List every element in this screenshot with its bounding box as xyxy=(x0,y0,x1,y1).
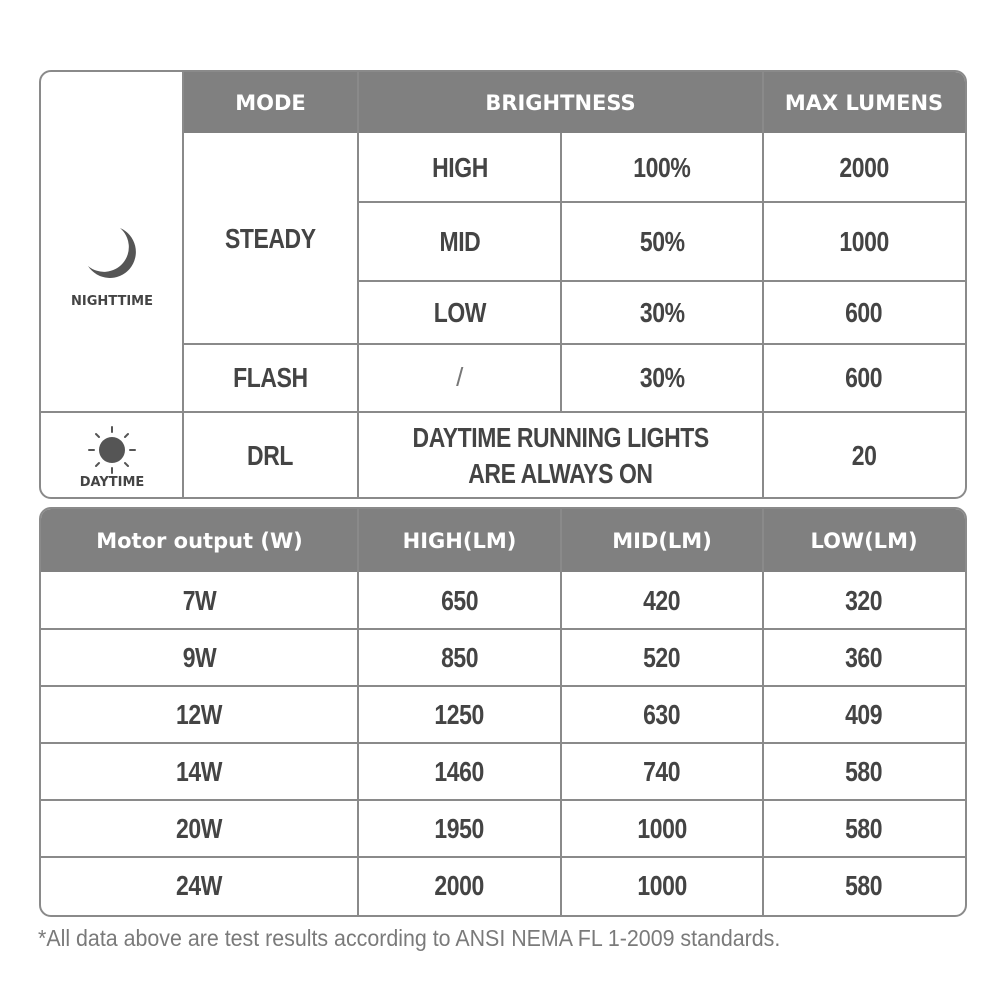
divider xyxy=(357,72,359,499)
divider xyxy=(183,343,965,345)
footnote: *All data above are test results according to ANSI NEMA FL 1-2009 standards. xyxy=(38,925,781,951)
header-motor-output: Motor output (W) xyxy=(41,509,358,572)
table-row-cell: 409 xyxy=(845,698,883,730)
divider xyxy=(182,72,184,499)
motor-output-table xyxy=(39,507,967,917)
flash-lumens: 600 xyxy=(845,361,883,393)
table-row-cell: 740 xyxy=(643,755,681,787)
divider xyxy=(762,509,764,915)
table-row-cell: 850 xyxy=(440,641,479,673)
table-row-cell: 360 xyxy=(845,641,883,673)
divider xyxy=(560,133,562,411)
divider xyxy=(41,799,965,801)
table-row-cell: 420 xyxy=(643,584,681,616)
table-row-cell: 1950 xyxy=(434,812,485,844)
steady-low-level: LOW xyxy=(433,296,486,328)
divider xyxy=(41,856,965,858)
mode-table xyxy=(39,70,967,499)
table-row-cell: 1000 xyxy=(637,812,687,844)
table-row-cell: 630 xyxy=(643,698,681,730)
table-row-cell: 580 xyxy=(845,812,883,844)
table-row-cell: 580 xyxy=(845,870,883,901)
table-row-cell: 9W xyxy=(182,641,217,673)
steady-mid-level: MID xyxy=(439,225,480,257)
table-row-cell: 1000 xyxy=(637,870,687,901)
steady-high-lumens: 2000 xyxy=(839,151,889,183)
drl-description: DAYTIME RUNNING LIGHTS ARE ALWAYS ON xyxy=(412,422,709,489)
divider xyxy=(41,628,965,630)
divider xyxy=(358,280,965,282)
table-row-cell: 20W xyxy=(176,812,223,844)
nighttime-cell xyxy=(41,72,183,411)
table-row-cell: 14W xyxy=(176,755,223,787)
table-row-cell: 580 xyxy=(845,755,883,787)
flash-level-na: / xyxy=(456,362,463,392)
nighttime-label: NIGHTTIME xyxy=(71,294,153,309)
steady-mid-percent: 50% xyxy=(639,225,685,257)
divider xyxy=(41,685,965,687)
steady-low-lumens: 600 xyxy=(845,296,883,328)
table-row-cell: 650 xyxy=(440,584,479,616)
divider xyxy=(358,201,965,203)
mode-steady: STEADY xyxy=(225,222,316,254)
moon-icon xyxy=(82,222,142,282)
steady-low-percent: 30% xyxy=(639,296,685,328)
header-high-lm: HIGH(LM) xyxy=(358,509,561,572)
header-mid-lm: MID(LM) xyxy=(561,509,763,572)
divider xyxy=(41,411,965,413)
steady-high-level: HIGH xyxy=(431,151,488,183)
divider xyxy=(41,742,965,744)
drl-lumens: 20 xyxy=(851,440,877,471)
header-max-lumens: MAX LUMENS xyxy=(763,72,965,133)
table-row-cell: 2000 xyxy=(434,870,485,901)
header-low-lm: LOW(LM) xyxy=(763,509,965,572)
daytime-label: DAYTIME xyxy=(79,474,145,490)
steady-high-percent: 100% xyxy=(633,151,691,183)
divider xyxy=(560,509,562,915)
header-mode: MODE xyxy=(183,72,358,133)
table-row-cell: 520 xyxy=(643,641,681,673)
daytime-cell xyxy=(41,413,183,499)
flash-percent: 30% xyxy=(639,361,685,393)
table-row-cell: 7W xyxy=(182,584,217,616)
table-row-cell: 1460 xyxy=(434,755,485,787)
mode-flash: FLASH xyxy=(233,361,308,393)
steady-mid-lumens: 1000 xyxy=(839,225,889,257)
table-row-cell: 320 xyxy=(845,584,883,616)
mode-drl: DRL xyxy=(247,440,294,471)
table-row-cell: 1250 xyxy=(434,698,485,730)
divider xyxy=(762,72,764,499)
header-brightness: BRIGHTNESS xyxy=(358,72,763,133)
table-row-cell: 12W xyxy=(176,698,223,730)
sun-icon xyxy=(84,425,140,475)
divider xyxy=(357,509,359,915)
table-row-cell: 24W xyxy=(176,870,223,901)
